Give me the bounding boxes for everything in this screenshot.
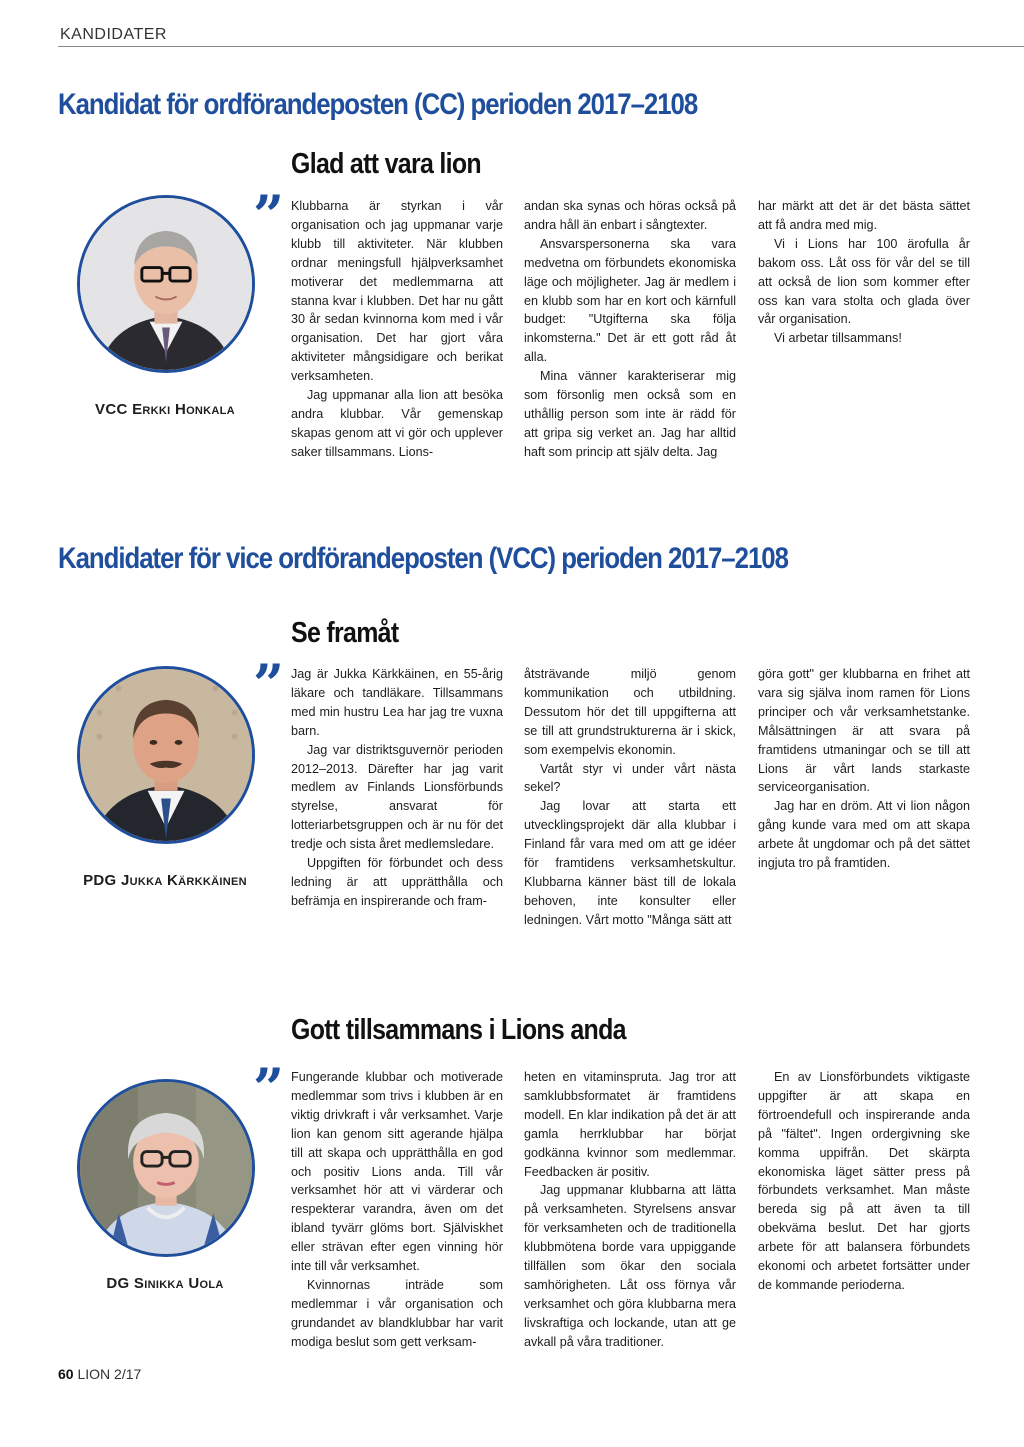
paragraph: Kvinnornas inträde som medlemmar i vår organisation och grundandet av blandklubbar har varit modiga beslut som gett verksam- xyxy=(291,1277,503,1349)
magazine-issue: LION 2/17 xyxy=(77,1366,142,1382)
paragraph: åtsträvande miljö genom kommunikation och utbildning. Dessutom hör det till uppgifterna att se till att grundstrukturerna är i skick, som exempelvis ekonomin. xyxy=(524,667,736,757)
paragraph: har märkt att det är det bästa sättet att få andra med mig. xyxy=(758,199,970,232)
cc-column-2 xyxy=(524,197,736,462)
paragraph: Jag lovar att starta ett utvecklingsprojekt där alla klubbar i Finland får vara med om att ge idéer för framtidens verksamhetskultur. Klubbarna känner bäst till de lokala behoven, inte konsulter eller ledningen. Vårt motto "Många sätt att xyxy=(524,799,736,927)
paragraph: Jag uppmanar klubbarna att lätta på verksamheten. Styrelsens ansvar för verksamheten och de traditionella klubbmötena borde vara uppiggande tillfällen som ökar den sociala samhörigheten. Låt oss förnya vår verksamhet och göra klubbarna mera livskraftiga och lockande, utan att ge avkall på våra traditioner. xyxy=(524,1183,736,1349)
paragraph: Vi arbetar tillsammans! xyxy=(774,331,902,346)
paragraph: Jag har en dröm. Att vi lion någon gång kunde vara med om att skapa arbete åt ungdomar och på det sättet ingjuta tro på framtiden. xyxy=(758,799,970,871)
page-footer xyxy=(58,1366,141,1382)
cc-article-title: Glad att vara lion xyxy=(291,148,481,180)
quote-icon: ” xyxy=(253,183,285,247)
candidate-name: VCC Erkki Honkala xyxy=(95,401,235,418)
cc-heading: Kandidat för ordförandeposten (CC) perioden 2017–2108 xyxy=(58,88,698,121)
paragraph: Jag var distriktsguvernör perioden 2012–2013. Därefter har jag varit medlem av Finlands Lionsförbunds styrelse, ansvarat för lotteriarbetsgruppen och är nu för det tredje och sista året medlemsledare. xyxy=(291,742,503,852)
paragraph: Klubbarna är styrkan i vår organisation och jag uppmanar varje klubb till aktiviteter. När klubben ordnar meningsfull hjälpverksamhet motiverar det medlemmarna att stanna kvar i klubben. Det har nu gått 30 år sedan kvinnorna kom med i vår organisation. Det har gjort våra aktiviteter mångsidigare och berikat verksamheten. xyxy=(291,199,503,384)
vcc-heading: Kandidater för vice ordförandeposten (VCC) perioden 2017–2108 xyxy=(58,542,788,575)
paragraph: Fungerande klubbar och motiverade medlemmar som trivs i klubben är en viktig drivkraft i vår verksamhet. Varje lion kan genom sitt agerande hjälpa till att skapa och upprätthålla en god och positiv Lions anda. Till vår verksamhet hör att vi värderar och respekterar varandra, även om det ibland tyvärr glöms bort. Själviskhet eller strävan efter egen vinning hör inte till vår verksamhet. xyxy=(291,1070,503,1274)
sinikka-column-2 xyxy=(524,1068,736,1352)
quote-icon: ” xyxy=(253,1056,285,1120)
cc-column-3 xyxy=(758,197,970,348)
paragraph: Vartåt styr vi under vårt nästa sekel? xyxy=(524,761,736,795)
jukka-column-1 xyxy=(291,665,503,911)
sinikka-column-3 xyxy=(758,1068,970,1295)
sinikka-column-1 xyxy=(291,1068,503,1352)
paragraph: Mina vänner karakteriserar mig som försonlig men också som en uthållig person som inte är rädd för att gripa sig verket an. Jag har alltid haft som princip att själv delta. Jag xyxy=(524,369,736,459)
paragraph: Uppgiften för förbundet och dess ledning är att upprätthålla och befrämja en inspirerande och fram- xyxy=(291,856,503,908)
top-divider xyxy=(58,46,1024,47)
photo-sinikka-uola xyxy=(77,1079,255,1257)
paragraph: Jag är Jukka Kärkkäinen, en 55-årig läkare och tandläkare. Tillsammans med min hustru Lea har jag tre vuxna barn. xyxy=(291,667,503,738)
paragraph: heten en vitaminspruta. Jag tror att samklubbsformatet är framtidens modell. En klar indikation på det är att gamla herrklubbar har börjat godkänna kvinnor som medlemmar. Feedbacken är positiv. xyxy=(524,1070,736,1179)
photo-jukka-karkkainen xyxy=(77,666,255,844)
section-label: KANDIDATER xyxy=(60,26,167,43)
page-number: 60 xyxy=(58,1366,74,1382)
paragraph: Jag uppmanar alla lion att besöka andra klubbar. Vår gemenskap skapas genom att vi gör och upplever saker tillsammans. Lions- xyxy=(291,388,503,459)
jukka-article-title: Se framåt xyxy=(291,617,399,649)
sinikka-article-title: Gott tillsammans i Lions anda xyxy=(291,1014,626,1046)
candidate-name: DG Sinikka Uola xyxy=(106,1275,224,1292)
jukka-column-3 xyxy=(758,665,970,873)
jukka-column-2 xyxy=(524,665,736,930)
paragraph: Ansvarspersonerna ska vara medvetna om förbundets ekonomiska läge och möjligheter. Jag är medlem i en klubb som har en kort och kärnfull budget: "Utgifterna ska följa inkomsterna." Det är ett gott råd åt alla. xyxy=(524,236,736,365)
candidate-name: PDG Jukka Kärkkäinen xyxy=(83,872,247,889)
quote-icon: ” xyxy=(253,652,285,716)
photo-erkki-honkala xyxy=(77,195,255,373)
paragraph: En av Lionsförbundets viktigaste uppgifter är att skapa en förtroendefull och inspirerande anda på "fältet". Ingen ordergivning ske komma uppifrån. Det skärpta ekonomiska läget sätter press på förbundets verksamhet. Man måste bereda sig på att även ta till obekväma beslut. Det har gjorts arbete för att balansera förbundets ekonomi och arbetet fortsätter under de kommande perioderna. xyxy=(758,1070,970,1292)
cc-column-1 xyxy=(291,197,503,462)
paragraph: göra gott" ger klubbarna en frihet att vara sig själva inom ramen för Lions principer och vår verksamhetstanke. Målsättningen är att svara på framtidens utmaningar och se till att Lions är vårt lands starkaste serviceorganisation. xyxy=(758,667,970,795)
paragraph: Vi i Lions har 100 ärofulla år bakom oss. Låt oss för vår del se till att också de lion som kommer efter oss kan vara stolta och glada över vår organisation. xyxy=(758,236,970,327)
paragraph: andan ska synas och höras också på andra håll än enbart i sångtexter. xyxy=(524,199,736,232)
